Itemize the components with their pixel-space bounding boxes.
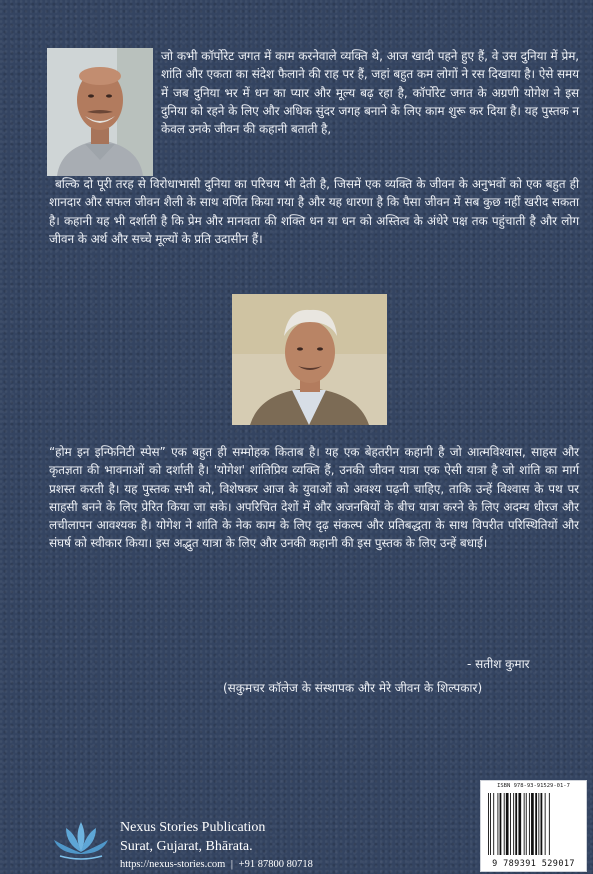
endorsement-paragraph: “होम इन इन्फिनिटी स्पेस” एक बहुत ही सम्मोहक किताब है। यह एक बेहतरीन कहानी है जो आत्मविश्वास, साहस और कृतज्ञता की भावनाओं को दर्शाती है। 'योगेश' शांतिप्रिय व्यक्ति हैं, उनकी जीवन यात्रा एक ऐसी यात्रा है जो शांति का मार्ग प्रशस्त करती है। यह पुस्तक सभी को, विशेषकर आज के युवाओं को अवश्य पढ़नी चाहिए, ताकि उन्हें विश्वास के पथ पर साहसी बनने के लिए प्रेरित किया जा सके। अपरिचित देशों में और अजनबियों के बीच यात्रा करने के लिए अदम्य धीरज और लचीलापन आवश्यक है। योगेश ने शांति के नेक काम के लिए दृढ़ संकल्प और प्रतिबद्धता के साथ विपरीत परिस्थितियों और संघर्ष को स्वीकार किया। इस अद्भुत यात्रा के लिए और उनकी कहानी की इस पुस्तक के लिए उन्हें बधाई। — [49, 445, 579, 551]
barcode-bar — [504, 793, 505, 855]
barcode-bar — [549, 793, 550, 855]
barcode-bar — [513, 793, 514, 855]
barcode-bar — [518, 793, 521, 855]
barcode-bar — [545, 793, 546, 855]
lotus-logo-icon — [52, 818, 110, 860]
publisher-phone: +91 87800 80718 — [238, 859, 313, 870]
publisher-contact — [120, 859, 313, 870]
endorser-title: (सकुमचर कॉलेज के संस्थापक और मेरे जीवन के शिल्पकार) — [223, 681, 483, 695]
isbn-number: 9 789391 529017 — [492, 859, 575, 869]
endorser-photo — [232, 294, 387, 425]
barcode-bar — [510, 793, 511, 855]
barcode-bar — [529, 793, 530, 855]
publisher-name: Nexus Stories Publication — [120, 820, 266, 835]
barcode-bar — [488, 793, 489, 855]
barcode-bar — [538, 793, 539, 855]
barcode-bar — [515, 793, 517, 855]
barcode-bar — [493, 793, 494, 855]
isbn-label: ISBN 978-93-91529-01-7 — [497, 783, 570, 789]
barcode-bar — [531, 793, 534, 855]
publisher-location: Surat, Gujarat, Bhārata. — [120, 839, 253, 854]
author-photo — [47, 48, 153, 176]
barcode-bar — [526, 793, 527, 855]
barcode-bars — [487, 793, 580, 855]
barcode-bar — [541, 793, 543, 855]
contact-separator: | — [230, 859, 234, 870]
isbn-barcode — [480, 780, 587, 872]
intro-paragraph: जो कभी कॉर्पोरेट जगत में काम करनेवाले व्यक्ति थे, आज खादी पहने हुए हैं, वे उस दुनिया में प्रेम, शांति और एकता का संदेश फैलाने की राह पर हैं, जहां बहुत कम लोगों ने रस दिखाया है। ऐसे समय में जब दुनिया भर में धन का प्यार और मूल्य बढ़ रहा है, कॉर्पोरेट जगत के अग्रणी योगेश ने इस दुनिया को रहने के लिए और अधिक सुंदर जगह बनाने के लिए काम शुरू कर दिया है। यह पुस्तक न केवल उनके जीवन की कहानी बताती है, — [161, 49, 579, 137]
barcode-bar — [524, 793, 525, 855]
barcode-bar — [535, 793, 537, 855]
barcode-bar — [490, 793, 491, 855]
publisher-website[interactable]: https://nexus-stories.com — [120, 859, 226, 870]
endorser-name: - सतीश कुमार — [467, 657, 530, 671]
barcode-bar — [500, 793, 502, 855]
barcode-bar — [497, 793, 498, 855]
barcode-bar — [506, 793, 509, 855]
body-paragraph: बल्कि दो पूरी तरह से विरोधाभासी दुनिया का परिचय भी देती है, जिसमें एक व्यक्ति के जीवन के अनुभवों को एक बहुत ही शानदार और सफल जीवन शैली के साथ वर्णित किया गया है और यह धारणा है कि पैसा जीवन में सब कुछ नहीं खरीद सकता है। कहानी यह भी दर्शाती है कि प्रेम और मानवता की शक्ति धन या धन को अस्तित्व के अंधेरे पक्ष तक पहुंचाती है और लोग जीवन के अर्थ और सच्चे मूल्यों के प्रति उदासीन हैं। — [49, 177, 579, 246]
